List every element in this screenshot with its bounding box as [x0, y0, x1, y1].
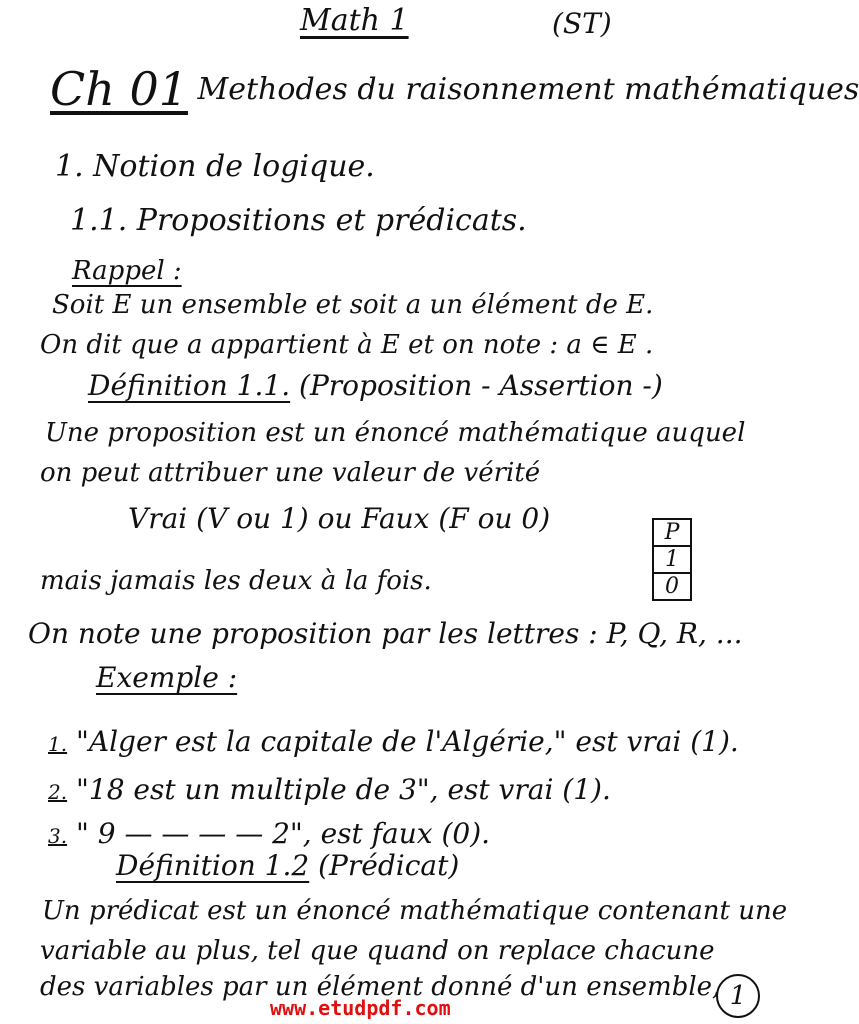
definition-2-label: Définition 1.2 [116, 849, 310, 882]
definition-1-line-4: mais jamais les deux à la fois. [40, 566, 432, 596]
exemple-label: Exemple : [96, 661, 238, 694]
exemple-item [48, 725, 739, 758]
exemple-item [48, 817, 491, 850]
truth-table-header: P [653, 519, 691, 546]
chapter-number: Ch 01 [50, 62, 188, 116]
exemple-item-text: "Alger est la capitale de l'Algérie," est vrai (1). [76, 725, 739, 758]
page-number: 1 [716, 974, 760, 1018]
definition-1-subtitle: (Proposition - Assertion -) [299, 369, 663, 402]
definition-1-line-3: Vrai (V ou 1) ou Faux (F ou 0) [128, 502, 551, 535]
truth-table-value: 1 [653, 546, 691, 573]
page-header-tag: (ST) [552, 7, 612, 40]
chapter-heading [50, 62, 859, 116]
page-header-title: Math 1 [300, 3, 409, 38]
exemple-item [48, 773, 611, 806]
chapter-title: Methodes du raisonnement mathématiques [197, 72, 859, 107]
rappel-label: Rappel : [72, 256, 182, 286]
rappel-line-1: Soit E un ensemble et soit a un élément de E. [52, 290, 654, 320]
definition-2-heading [116, 849, 460, 882]
definition-1-label: Définition 1.1. [88, 369, 291, 402]
definition-1-line-2: on peut attribuer une valeur de vérité [40, 458, 541, 488]
exemple-item-number: 3. [48, 824, 68, 848]
exemple-item-number: 1. [48, 732, 68, 756]
rappel-line-2: On dit que a appartient à E et on note : a ∈ E . [40, 330, 654, 360]
definition-1-line-1: Une proposition est un énoncé mathématique auquel [45, 418, 746, 448]
definition-2-subtitle: (Prédicat) [318, 849, 460, 882]
truth-table-value: 0 [653, 573, 691, 600]
watermark-url: www.etudpdf.com [270, 996, 451, 1020]
definition-1-line-5: On note une proposition par les lettres : P, Q, R, ... [28, 617, 743, 650]
definition-2-line-3: des variables par un élément donné d'un ensemble, [40, 972, 721, 1002]
exemple-item-text: "18 est un multiple de 3", est vrai (1). [76, 773, 611, 806]
truth-table [652, 518, 692, 601]
definition-2-line-2: variable au plus, tel que quand on replace chacune [40, 936, 715, 966]
definition-1-heading [88, 369, 663, 402]
definition-2-line-1: Un prédicat est un énoncé mathématique contenant une [42, 896, 788, 926]
section-1-heading: 1. Notion de logique. [55, 149, 375, 184]
section-1-1-heading: 1.1. Propositions et prédicats. [70, 203, 527, 238]
exemple-item-text: " 9 — — — — 2", est faux (0). [76, 817, 491, 850]
exemple-item-number: 2. [48, 780, 68, 804]
